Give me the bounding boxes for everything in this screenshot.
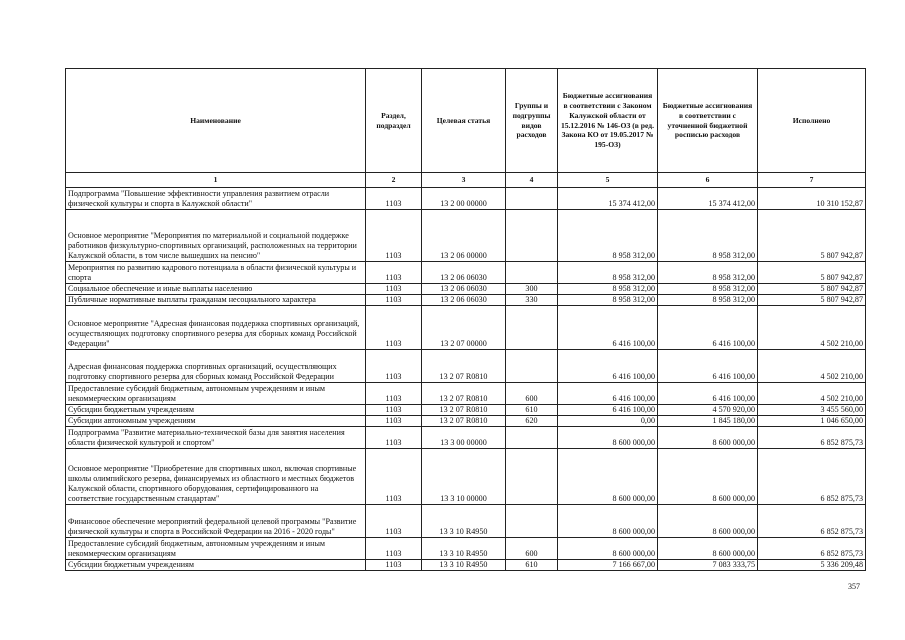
column-number: 1 <box>66 173 366 188</box>
row-executed-amount: 6 852 875,73 <box>758 537 866 559</box>
budget-sheet <box>65 68 865 571</box>
column-number: 2 <box>366 173 422 188</box>
row-name: Субсидии бюджетным учреждениям <box>66 559 366 570</box>
row-section: 1103 <box>366 537 422 559</box>
row-section: 1103 <box>366 294 422 305</box>
table-row <box>66 349 866 382</box>
row-schedule-amount: 7 083 333,75 <box>658 559 758 570</box>
column-number: 7 <box>758 173 866 188</box>
table-row <box>66 404 866 415</box>
row-name: Мероприятия по развитию кадрового потенциала в области физической культуры и спорта <box>66 261 366 283</box>
table-row <box>66 448 866 504</box>
row-law-amount: 8 600 000,00 <box>558 426 658 448</box>
row-section: 1103 <box>366 415 422 426</box>
row-section: 1103 <box>366 283 422 294</box>
row-law-amount: 6 416 100,00 <box>558 349 658 382</box>
column-number: 4 <box>506 173 558 188</box>
row-target: 13 3 10 R4950 <box>422 504 506 537</box>
table-row <box>66 426 866 448</box>
row-target: 13 2 06 06030 <box>422 283 506 294</box>
row-schedule-amount: 8 958 312,00 <box>658 209 758 261</box>
row-law-amount: 6 416 100,00 <box>558 382 658 404</box>
header-section: Раздел, подраздел <box>366 69 422 173</box>
row-name: Финансовое обеспечение мероприятий федеральной целевой программы "Развитие физической культуры и спорта в Российской Федерации на 2016 - 2020 годы" <box>66 504 366 537</box>
header-executed: Исполнено <box>758 69 866 173</box>
row-group: 600 <box>506 537 558 559</box>
row-law-amount: 8 958 312,00 <box>558 209 658 261</box>
table-row <box>66 294 866 305</box>
row-schedule-amount: 8 600 000,00 <box>658 537 758 559</box>
row-executed-amount: 5 807 942,87 <box>758 209 866 261</box>
row-executed-amount: 6 852 875,73 <box>758 504 866 537</box>
row-target: 13 3 10 R4950 <box>422 559 506 570</box>
row-name: Основное мероприятие "Приобретение для спортивных школ, включая спортивные школы олимпийского резерва, финансируемых из областного и местных бюджетов Калужской области, спортивного оборудования, сертифицированного на соответствие государственным стандартам" <box>66 448 366 504</box>
header-law: Бюджетные ассигнования в соответствии с Законом Калужской области от 15.12.2016 № 146-ОЗ (в ред. Закона КО от 19.05.2017 № 195-ОЗ) <box>558 69 658 173</box>
row-name: Публичные нормативные выплаты гражданам несоциального характера <box>66 294 366 305</box>
row-law-amount: 8 958 312,00 <box>558 261 658 283</box>
row-target: 13 2 06 06030 <box>422 294 506 305</box>
row-executed-amount: 4 502 210,00 <box>758 305 866 349</box>
row-executed-amount: 6 852 875,73 <box>758 426 866 448</box>
row-target: 13 2 06 00000 <box>422 209 506 261</box>
row-target: 13 3 10 R4950 <box>422 537 506 559</box>
header-schedule: Бюджетные ассигнования в соответствии с уточненной бюджетной росписью расходов <box>658 69 758 173</box>
row-target: 13 2 07 R0810 <box>422 382 506 404</box>
table-row <box>66 283 866 294</box>
row-target: 13 2 07 00000 <box>422 305 506 349</box>
row-name: Основное мероприятие "Мероприятия по материальной и социальной поддержке работников физкультурно-спортивных организаций, расположенных на территории Калужской области, в том числе вышедших на пенсию" <box>66 209 366 261</box>
row-law-amount: 8 600 000,00 <box>558 504 658 537</box>
row-schedule-amount: 8 600 000,00 <box>658 426 758 448</box>
row-section: 1103 <box>366 559 422 570</box>
row-group <box>506 448 558 504</box>
row-group <box>506 504 558 537</box>
row-group: 600 <box>506 382 558 404</box>
table-row <box>66 187 866 209</box>
row-group <box>506 305 558 349</box>
row-name: Предоставление субсидий бюджетным, автономным учреждениям и иным некоммерческим организациям <box>66 537 366 559</box>
table-row <box>66 559 866 570</box>
row-law-amount: 8 958 312,00 <box>558 283 658 294</box>
column-number: 6 <box>658 173 758 188</box>
row-law-amount: 15 374 412,00 <box>558 187 658 209</box>
row-target: 13 2 07 R0810 <box>422 349 506 382</box>
row-target: 13 2 07 R0810 <box>422 415 506 426</box>
row-name: Субсидии автономным учреждениям <box>66 415 366 426</box>
table-row <box>66 305 866 349</box>
row-section: 1103 <box>366 382 422 404</box>
row-law-amount: 6 416 100,00 <box>558 404 658 415</box>
row-executed-amount: 6 852 875,73 <box>758 448 866 504</box>
row-group: 620 <box>506 415 558 426</box>
row-target: 13 2 06 06030 <box>422 261 506 283</box>
row-schedule-amount: 8 958 312,00 <box>658 261 758 283</box>
row-schedule-amount: 6 416 100,00 <box>658 382 758 404</box>
row-executed-amount: 4 502 210,00 <box>758 382 866 404</box>
page-number: 357 <box>848 582 860 591</box>
row-name: Подпрограмма "Повышение эффективности управления развитием отрасли физической культуры и спорта в Калужской области" <box>66 187 366 209</box>
table-row <box>66 209 866 261</box>
row-section: 1103 <box>366 426 422 448</box>
row-section: 1103 <box>366 305 422 349</box>
row-schedule-amount: 6 416 100,00 <box>658 305 758 349</box>
row-group <box>506 261 558 283</box>
row-schedule-amount: 15 374 412,00 <box>658 187 758 209</box>
row-section: 1103 <box>366 261 422 283</box>
row-section: 1103 <box>366 448 422 504</box>
row-executed-amount: 5 807 942,87 <box>758 261 866 283</box>
column-number: 5 <box>558 173 658 188</box>
row-group <box>506 349 558 382</box>
row-schedule-amount: 4 570 920,00 <box>658 404 758 415</box>
column-number: 3 <box>422 173 506 188</box>
row-name: Субсидии бюджетным учреждениям <box>66 404 366 415</box>
row-law-amount: 7 166 667,00 <box>558 559 658 570</box>
row-law-amount: 8 958 312,00 <box>558 294 658 305</box>
row-section: 1103 <box>366 404 422 415</box>
header-name: Наименование <box>66 69 366 173</box>
row-schedule-amount: 1 845 180,00 <box>658 415 758 426</box>
row-group <box>506 426 558 448</box>
header-target: Целевая статья <box>422 69 506 173</box>
row-law-amount: 0,00 <box>558 415 658 426</box>
row-law-amount: 8 600 000,00 <box>558 537 658 559</box>
row-section: 1103 <box>366 187 422 209</box>
row-section: 1103 <box>366 349 422 382</box>
row-group: 610 <box>506 404 558 415</box>
row-section: 1103 <box>366 504 422 537</box>
row-schedule-amount: 6 416 100,00 <box>658 349 758 382</box>
row-executed-amount: 5 336 209,48 <box>758 559 866 570</box>
row-group: 610 <box>506 559 558 570</box>
row-law-amount: 8 600 000,00 <box>558 448 658 504</box>
row-name: Предоставление субсидий бюджетным, автономным учреждениям и иным некоммерческим организациям <box>66 382 366 404</box>
row-schedule-amount: 8 600 000,00 <box>658 504 758 537</box>
row-name: Основное мероприятие "Адресная финансовая поддержка спортивных организаций, осуществляющих подготовку спортивного резерва для сборных команд Российской Федерации" <box>66 305 366 349</box>
row-executed-amount: 4 502 210,00 <box>758 349 866 382</box>
row-executed-amount: 10 310 152,87 <box>758 187 866 209</box>
row-target: 13 2 00 00000 <box>422 187 506 209</box>
row-group <box>506 187 558 209</box>
row-target: 13 2 07 R0810 <box>422 404 506 415</box>
row-name: Адресная финансовая поддержка спортивных организаций, осуществляющих подготовку спортивного резерва для сборных команд Российской Федерации <box>66 349 366 382</box>
row-name: Социальное обеспечение и иные выплаты населению <box>66 283 366 294</box>
header-groups: Группы и подгруппы видов расходов <box>506 69 558 173</box>
row-group: 330 <box>506 294 558 305</box>
row-executed-amount: 1 046 650,00 <box>758 415 866 426</box>
row-executed-amount: 3 455 560,00 <box>758 404 866 415</box>
row-target: 13 3 00 00000 <box>422 426 506 448</box>
header-row <box>66 69 866 173</box>
row-executed-amount: 5 807 942,87 <box>758 283 866 294</box>
row-schedule-amount: 8 958 312,00 <box>658 294 758 305</box>
table-row <box>66 261 866 283</box>
row-executed-amount: 5 807 942,87 <box>758 294 866 305</box>
table-body <box>66 187 866 570</box>
row-name: Подпрограмма "Развитие материально-технической базы для занятия населения области физической культурой и спортом" <box>66 426 366 448</box>
table-row <box>66 504 866 537</box>
row-schedule-amount: 8 958 312,00 <box>658 283 758 294</box>
column-number-row <box>66 173 866 188</box>
table-row <box>66 382 866 404</box>
row-law-amount: 6 416 100,00 <box>558 305 658 349</box>
row-target: 13 3 10 00000 <box>422 448 506 504</box>
budget-table <box>65 68 866 571</box>
table-row <box>66 537 866 559</box>
row-group: 300 <box>506 283 558 294</box>
row-schedule-amount: 8 600 000,00 <box>658 448 758 504</box>
row-section: 1103 <box>366 209 422 261</box>
table-row <box>66 415 866 426</box>
row-group <box>506 209 558 261</box>
